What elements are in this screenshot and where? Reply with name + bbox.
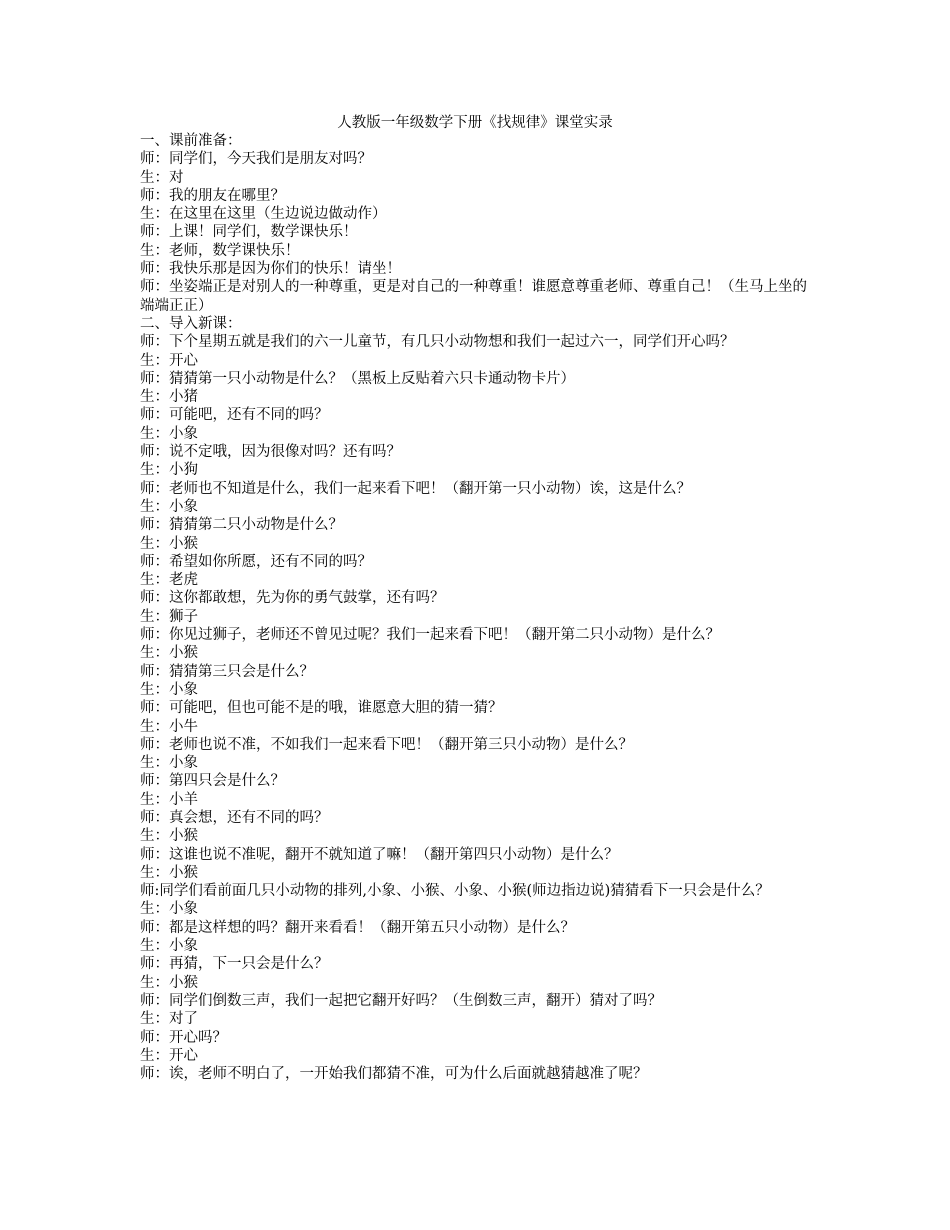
transcript-line: 师：老师也不知道是什么，我们一起来看下吧！（翻开第一只小动物）诶，这是什么？ xyxy=(140,480,691,497)
transcript-line: 师：这你都敢想，先为你的勇气鼓掌，还有吗？ xyxy=(140,590,445,607)
transcript-line: 生：小猴 xyxy=(140,535,198,552)
transcript-line: 师:同学们看前面几只小动物的排列,小象、小猴、小象、小猴(师边指边说)猜猜看下一只会是什么？ xyxy=(140,883,770,900)
transcript-line: 师：上课！同学们，数学课快乐！ xyxy=(140,224,358,241)
transcript-line: 师：老师也说不准，不如我们一起来看下吧！（翻开第三只小动物）是什么？ xyxy=(140,736,633,753)
transcript-line: 生：小猴 xyxy=(140,645,198,662)
transcript-line: 师：坐姿端正是对别人的一种尊重，更是对自己的一种尊重！谁愿意尊重老师、尊重自己！（生马上坐的端端正正） xyxy=(140,279,807,314)
transcript-line: 师：希望如你所愿，还有不同的吗？ xyxy=(140,553,372,570)
transcript-line: 师：诶，老师不明白了，一开始我们都猜不准，可为什么后面就越猜越准了呢？ xyxy=(140,1066,648,1083)
transcript-line: 生：小象 xyxy=(140,498,198,515)
page-title: 人教版一年级数学下册《找规律》课堂实录 xyxy=(337,115,613,131)
transcript-line: 生：小猴 xyxy=(140,864,198,881)
transcript-line: 二、导入新课： xyxy=(140,315,242,332)
transcript-line: 生：小象 xyxy=(140,681,198,698)
transcript-line: 师：猜猜第二只小动物是什么？ xyxy=(140,517,343,534)
transcript-line: 生：老虎 xyxy=(140,572,198,589)
transcript-line: 师：这谁也说不准呢，翻开不就知道了嘛！（翻开第四只小动物）是什么？ xyxy=(140,846,619,863)
transcript-line: 师：开心吗？ xyxy=(140,1029,227,1046)
transcript-line: 生：小狗 xyxy=(140,462,198,479)
transcript-line: 生：小象 xyxy=(140,425,198,442)
transcript-line: 师：第四只会是什么？ xyxy=(140,773,285,790)
transcript-line: 一、课前准备： xyxy=(140,133,242,149)
transcript-line: 生：小象 xyxy=(140,755,198,772)
transcript-line: 师：说不定哦，因为很像对吗？还有吗？ xyxy=(140,444,401,461)
transcript-line: 师：猜猜第三只会是什么？ xyxy=(140,663,314,680)
transcript-line: 生：在这里在这里（生边说边做动作） xyxy=(140,206,387,223)
transcript-line: 师：同学们，今天我们是朋友对吗？ xyxy=(140,151,372,168)
transcript-line: 师：下个星期五就是我们的六一儿童节，有几只小动物想和我们一起过六一，同学们开心吗？ xyxy=(140,334,735,351)
transcript-line: 生：对了 xyxy=(140,1011,198,1028)
transcript-line: 生：小猪 xyxy=(140,389,198,406)
transcript-line: 师：我的朋友在哪里？ xyxy=(140,187,285,204)
transcript-line: 师：同学们倒数三声，我们一起把它翻开好吗？（生倒数三声，翻开）猜对了吗？ xyxy=(140,992,662,1009)
transcript-line: 师：你见过狮子，老师还不曾见过呢？我们一起来看下吧！（翻开第二只小动物）是什么？ xyxy=(140,627,720,644)
document-body xyxy=(140,132,810,1083)
transcript-line: 生：老师，数学课快乐！ xyxy=(140,242,300,259)
transcript-line: 师：猜猜第一只小动物是什么？（黑板上反贴着六只卡通动物卡片） xyxy=(140,370,575,387)
transcript-line: 生：狮子 xyxy=(140,608,198,625)
transcript-line: 师：都是这样想的吗？翻开来看看！（翻开第五只小动物）是什么？ xyxy=(140,919,575,936)
transcript-line: 师：可能吧，还有不同的吗？ xyxy=(140,407,329,424)
transcript-line: 生：对 xyxy=(140,169,184,186)
transcript-line: 生：开心 xyxy=(140,352,198,369)
transcript-line: 生：小牛 xyxy=(140,718,198,735)
transcript-line: 生：开心 xyxy=(140,1047,198,1064)
transcript-line: 生：小羊 xyxy=(140,791,198,808)
transcript-line: 生：小猴 xyxy=(140,828,198,845)
transcript-line: 生：小象 xyxy=(140,938,198,955)
transcript-line: 师：可能吧，但也可能不是的哦，谁愿意大胆的猜一猜？ xyxy=(140,700,503,717)
transcript-line: 生：小猴 xyxy=(140,974,198,991)
transcript-line: 师：再猜，下一只会是什么？ xyxy=(140,956,329,973)
transcript-line: 生：小象 xyxy=(140,901,198,918)
transcript-line: 师：真会想，还有不同的吗？ xyxy=(140,809,329,826)
transcript-line: 师：我快乐那是因为你们的快乐！请坐！ xyxy=(140,261,401,278)
